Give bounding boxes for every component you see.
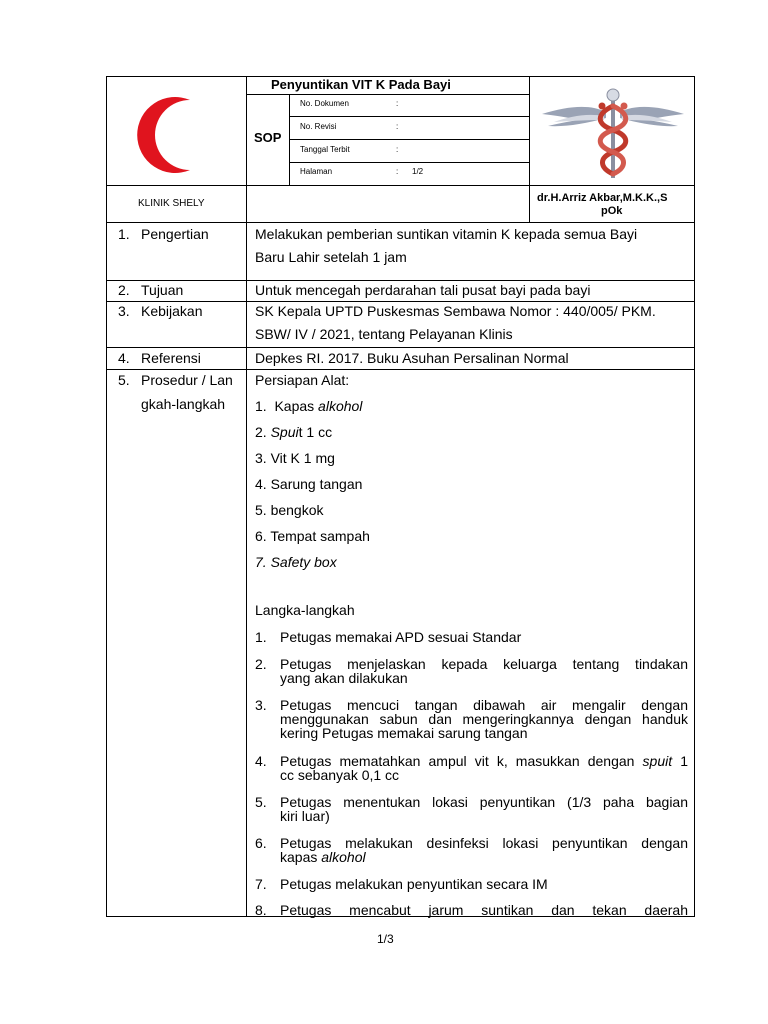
row-separator-4 bbox=[106, 347, 695, 348]
section-5-label-line-1: Prosedur / Lan bbox=[141, 372, 233, 388]
field-value-tanggal-terbit: : bbox=[396, 145, 399, 154]
field-value-no-revisi: : bbox=[396, 122, 399, 131]
section-4-label: Referensi bbox=[141, 350, 201, 366]
table-right-border bbox=[694, 76, 695, 917]
field-line-1 bbox=[289, 116, 530, 117]
header-col-divider-1 bbox=[246, 76, 247, 917]
step-7-text: Petugas melakukan penyuntikan secara IM bbox=[280, 876, 548, 892]
step-5-line-1: Petugas menentukan lokasi penyuntikan (1/3 paha bagian bbox=[280, 794, 688, 810]
persiapan-item-4: 4. Sarung tangan bbox=[255, 476, 363, 492]
section-5-label-line-2: gkah-langkah bbox=[141, 396, 226, 412]
field-extra-halaman: 1/2 bbox=[412, 167, 424, 176]
step-5-number: 5. bbox=[255, 794, 267, 810]
signatory-line-2: pOk bbox=[601, 205, 623, 217]
persiapan-item-7: 7. Safety box bbox=[255, 554, 337, 570]
section-3-label: Kebijakan bbox=[141, 303, 203, 319]
step-2-line-2: yang akan dilakukan bbox=[280, 670, 408, 686]
step-6-line-2: kapas alkohol bbox=[280, 849, 366, 865]
field-label-no-revisi: No. Revisi bbox=[300, 122, 337, 131]
page-number: 1/3 bbox=[377, 932, 394, 946]
step-2-number: 2. bbox=[255, 656, 267, 672]
medical-emblem-logo bbox=[540, 80, 686, 182]
langkah-heading: Langka-langkah bbox=[255, 602, 355, 618]
field-line-2 bbox=[289, 139, 530, 140]
section-1-label: Pengertian bbox=[141, 226, 209, 242]
step-1-number: 1. bbox=[255, 629, 267, 645]
persiapan-item-1: 1. Kapas alkohol bbox=[255, 398, 363, 414]
persiapan-item-2: 2. Spuit 1 cc bbox=[255, 424, 333, 440]
step-3-number: 3. bbox=[255, 697, 267, 713]
referensi-text: Depkes RI. 2017. Buku Asuhan Persalinan Normal bbox=[255, 350, 569, 366]
kebijakan-text-line-2: SBW/ IV / 2021, tentang Pelayanan Klinis bbox=[255, 326, 513, 342]
step-4-line-1: Petugas mematahkan ampul vit k, masukkan dengan spuit 1 bbox=[280, 753, 688, 769]
section-2-number: 2. bbox=[118, 282, 130, 298]
step-3-line-2: menggunakan sabun dan mengeringkannya dengan handuk bbox=[280, 711, 688, 727]
sop-divider bbox=[289, 94, 290, 186]
document-title: Penyuntikan VIT K Pada Bayi bbox=[271, 77, 451, 92]
field-value-no-dokumen: : bbox=[396, 99, 399, 108]
clinic-name: KLINIK SHELY bbox=[138, 198, 205, 209]
red-crescent-logo bbox=[128, 94, 210, 176]
step-3-line-1: Petugas mencuci tangan dibawah air mengalir dengan bbox=[280, 697, 688, 713]
section-5-number: 5. bbox=[118, 372, 130, 388]
signatory-line-1: dr.H.Arriz Akbar,M.K.K.,S bbox=[537, 192, 668, 204]
step-3-line-3: kering Petugas memakai sarung tangan bbox=[280, 725, 528, 741]
field-label-halaman: Halaman bbox=[300, 167, 333, 176]
section-4-number: 4. bbox=[118, 350, 130, 366]
row-separator-3 bbox=[106, 301, 695, 302]
pengertian-text-line-2: Baru Lahir setelah 1 jam bbox=[255, 249, 407, 265]
step-1-text: Petugas memakai APD sesuai Standar bbox=[280, 629, 522, 645]
step-2-line-1: Petugas menjelaskan kepada keluarga tentang tindakan bbox=[280, 656, 688, 672]
field-label-tanggal-terbit: Tanggal Terbit bbox=[300, 145, 350, 154]
step-5-line-2: kiri luar) bbox=[280, 808, 330, 824]
section-2-label: Tujuan bbox=[141, 282, 184, 298]
sop-label: SOP bbox=[254, 130, 282, 145]
persiapan-item-6: 6. Tempat sampah bbox=[255, 528, 370, 544]
row-separator-5 bbox=[106, 369, 695, 370]
step-4-line-2: cc sebanyak 0,1 cc bbox=[280, 767, 400, 783]
row-separator-2 bbox=[106, 280, 695, 281]
header-col-divider-2 bbox=[529, 76, 530, 223]
pengertian-text-line-1: Melakukan pemberian suntikan vitamin K kepada semua Bayi bbox=[255, 226, 638, 242]
field-value-halaman: : bbox=[396, 167, 399, 176]
step-6-line-1: Petugas melakukan desinfeksi lokasi penyuntikan dengan bbox=[280, 835, 688, 851]
header-bottom-line bbox=[106, 185, 695, 186]
step-8-number: 8. bbox=[255, 902, 267, 918]
tujuan-text: Untuk mencegah perdarahan tali pusat bayi pada bayi bbox=[255, 282, 591, 298]
step-4-number: 4. bbox=[255, 753, 267, 769]
row-separator-1 bbox=[106, 222, 695, 223]
field-label-no-dokumen: No. Dokumen bbox=[300, 99, 349, 108]
persiapan-item-3: 3. Vit K 1 mg bbox=[255, 450, 335, 466]
field-line-3 bbox=[289, 162, 530, 163]
kebijakan-text-line-1: SK Kepala UPTD Puskesmas Sembawa Nomor : 440/005/ PKM. bbox=[255, 303, 656, 319]
persiapan-heading: Persiapan Alat: bbox=[255, 372, 350, 388]
persiapan-item-5: 5. bengkok bbox=[255, 502, 324, 518]
section-1-number: 1. bbox=[118, 226, 130, 242]
section-3-number: 3. bbox=[118, 303, 130, 319]
step-6-number: 6. bbox=[255, 835, 267, 851]
step-7-number: 7. bbox=[255, 876, 267, 892]
step-8-line-1: Petugas mencabut jarum suntikan dan tekan daerah bbox=[280, 902, 688, 918]
table-left-border bbox=[106, 76, 107, 917]
title-underline bbox=[246, 94, 530, 95]
